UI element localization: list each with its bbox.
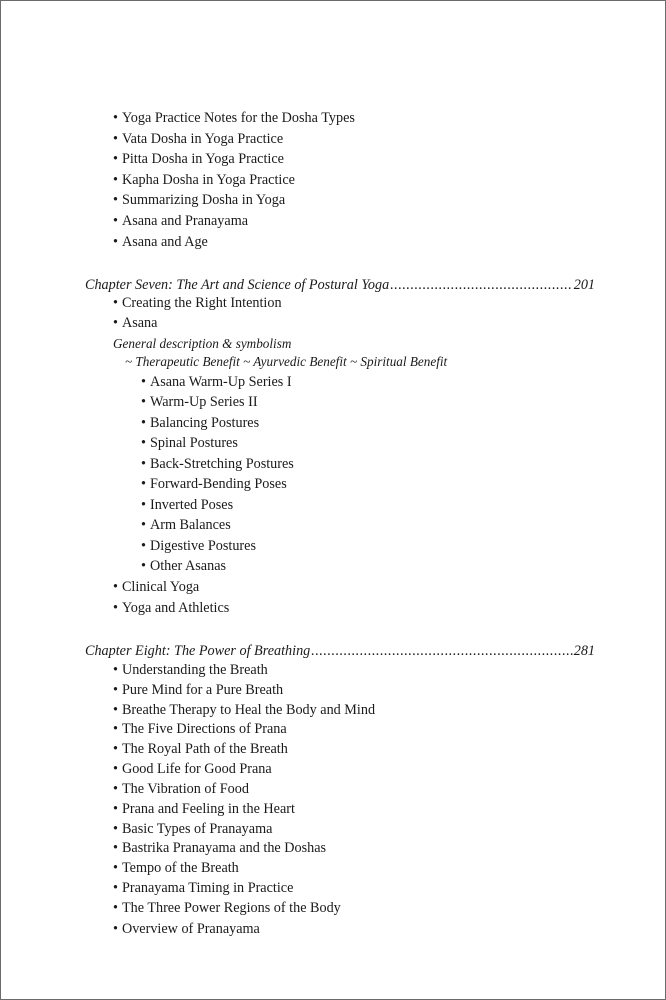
list-item — [113, 294, 282, 312]
list-item — [141, 393, 258, 411]
list-item — [141, 414, 259, 432]
list-item — [113, 839, 326, 857]
list-item — [113, 314, 157, 332]
bullet: • — [113, 900, 118, 916]
bullet: • — [141, 456, 146, 472]
list-item — [113, 740, 288, 758]
bullet: • — [141, 558, 146, 574]
list-item-label: Yoga and Athletics — [121, 600, 230, 616]
list-item-label: The Five Directions of Prana — [121, 721, 287, 737]
list-item — [113, 681, 283, 699]
chapter-title: Chapter Seven: The Art and Science of Postural Yoga — [85, 277, 390, 293]
list-item — [113, 661, 268, 679]
list-item — [113, 920, 260, 938]
bullet: • — [141, 517, 146, 533]
list-item — [113, 578, 199, 596]
list-item — [113, 701, 375, 719]
list-item-label: Kapha Dosha in Yoga Practice — [121, 172, 295, 188]
list-item-label: Balancing Postures — [149, 415, 260, 431]
list-item — [113, 130, 283, 148]
list-item-label: Overview of Pranayama — [121, 921, 260, 937]
list-item — [141, 434, 238, 452]
bullet: • — [113, 761, 118, 777]
list-item-label: Yoga Practice Notes for the Dosha Types — [121, 110, 355, 126]
bullet: • — [113, 880, 118, 896]
dot-leader — [311, 642, 572, 660]
list-item — [113, 820, 272, 838]
bullet: • — [113, 921, 118, 937]
bullet: • — [141, 435, 146, 451]
bullet: • — [113, 172, 118, 188]
list-item — [113, 599, 229, 617]
chapter-title: Chapter Eight: The Power of Breathing — [85, 643, 311, 659]
list-item — [141, 373, 292, 391]
list-item — [113, 859, 239, 877]
list-item — [113, 780, 249, 798]
list-item-label: Vata Dosha in Yoga Practice — [121, 131, 284, 147]
list-item-label: Warm-Up Series II — [149, 394, 258, 410]
list-item-label: Asana Warm-Up Series I — [149, 374, 292, 390]
list-item — [141, 516, 231, 534]
bullet: • — [113, 662, 118, 678]
bullet: • — [113, 579, 118, 595]
list-item-label: Prana and Feeling in the Heart — [121, 801, 295, 817]
bullet: • — [113, 600, 118, 616]
bullet: • — [141, 374, 146, 390]
list-item — [141, 475, 287, 493]
list-item — [113, 191, 285, 209]
dot-leader — [390, 276, 573, 294]
bullet: • — [113, 213, 118, 229]
list-item-label: Forward-Bending Poses — [149, 476, 287, 492]
list-item-label: Spinal Postures — [149, 435, 238, 451]
bullet: • — [113, 702, 118, 718]
bullet: • — [113, 721, 118, 737]
list-item-label: Tempo of the Breath — [121, 860, 239, 876]
bullet: • — [113, 110, 118, 126]
bullet: • — [113, 192, 118, 208]
list-item-label: Other Asanas — [149, 558, 227, 574]
bullet: • — [141, 394, 146, 410]
list-item-label: Asana and Age — [121, 234, 208, 250]
list-item-label: Understanding the Breath — [121, 662, 268, 678]
list-item — [141, 455, 294, 473]
list-item — [141, 537, 256, 555]
list-item — [113, 109, 355, 127]
list-item-label: Asana — [121, 315, 158, 331]
bullet: • — [141, 415, 146, 431]
list-item-label: Inverted Poses — [149, 497, 234, 513]
list-item-label: Basic Types of Pranayama — [121, 821, 273, 837]
list-item — [113, 212, 248, 230]
bullet: • — [113, 131, 118, 147]
list-item-label: Digestive Postures — [149, 538, 256, 554]
bullet: • — [113, 682, 118, 698]
chapter-page-number: 201 — [573, 277, 595, 293]
bullet: • — [141, 538, 146, 554]
list-item-label: Back-Stretching Postures — [149, 456, 294, 472]
list-item-label: The Royal Path of the Breath — [121, 741, 288, 757]
bullet: • — [113, 315, 118, 331]
bullet: • — [113, 151, 118, 167]
list-item-label: Pranayama Timing in Practice — [121, 880, 294, 896]
chapter-page-number: 281 — [573, 643, 595, 659]
bullet: • — [113, 781, 118, 797]
list-item-label: Bastrika Pranayama and the Doshas — [121, 840, 327, 856]
list-item-label: Pitta Dosha in Yoga Practice — [121, 151, 284, 167]
bullet: • — [113, 801, 118, 817]
list-item — [113, 233, 208, 251]
bullet: • — [113, 821, 118, 837]
list-item — [113, 150, 284, 168]
bullet: • — [113, 840, 118, 856]
list-item-label: Creating the Right Intention — [121, 295, 282, 311]
chapter-heading-seven[interactable] — [85, 276, 595, 294]
list-item-label: Arm Balances — [149, 517, 231, 533]
list-item — [113, 760, 272, 778]
bullet: • — [113, 741, 118, 757]
list-item-label: Good Life for Good Prana — [121, 761, 272, 777]
list-item — [141, 557, 226, 575]
bullet: • — [113, 295, 118, 311]
list-item-label: The Vibration of Food — [121, 781, 249, 797]
bullet: • — [113, 234, 118, 250]
bullet: • — [113, 860, 118, 876]
chapter-heading-eight[interactable] — [85, 642, 595, 660]
list-item — [113, 800, 295, 818]
asana-description-note: General description & symbolism — [113, 336, 292, 351]
list-item-label: Asana and Pranayama — [121, 213, 249, 229]
list-item — [113, 171, 295, 189]
list-item-label: Pure Mind for a Pure Breath — [121, 682, 284, 698]
list-item-label: Clinical Yoga — [121, 579, 200, 595]
bullet: • — [141, 476, 146, 492]
list-item-label: Summarizing Dosha in Yoga — [121, 192, 286, 208]
list-item — [113, 879, 293, 897]
list-item — [141, 496, 233, 514]
list-item-label: Breathe Therapy to Heal the Body and Mind — [121, 702, 376, 718]
list-item — [113, 899, 341, 917]
list-item — [113, 720, 287, 738]
asana-benefits-note: ~ Therapeutic Benefit ~ Ayurvedic Benefit ~ Spiritual Benefit — [125, 354, 448, 369]
bullet: • — [141, 497, 146, 513]
list-item-label: The Three Power Regions of the Body — [121, 900, 341, 916]
